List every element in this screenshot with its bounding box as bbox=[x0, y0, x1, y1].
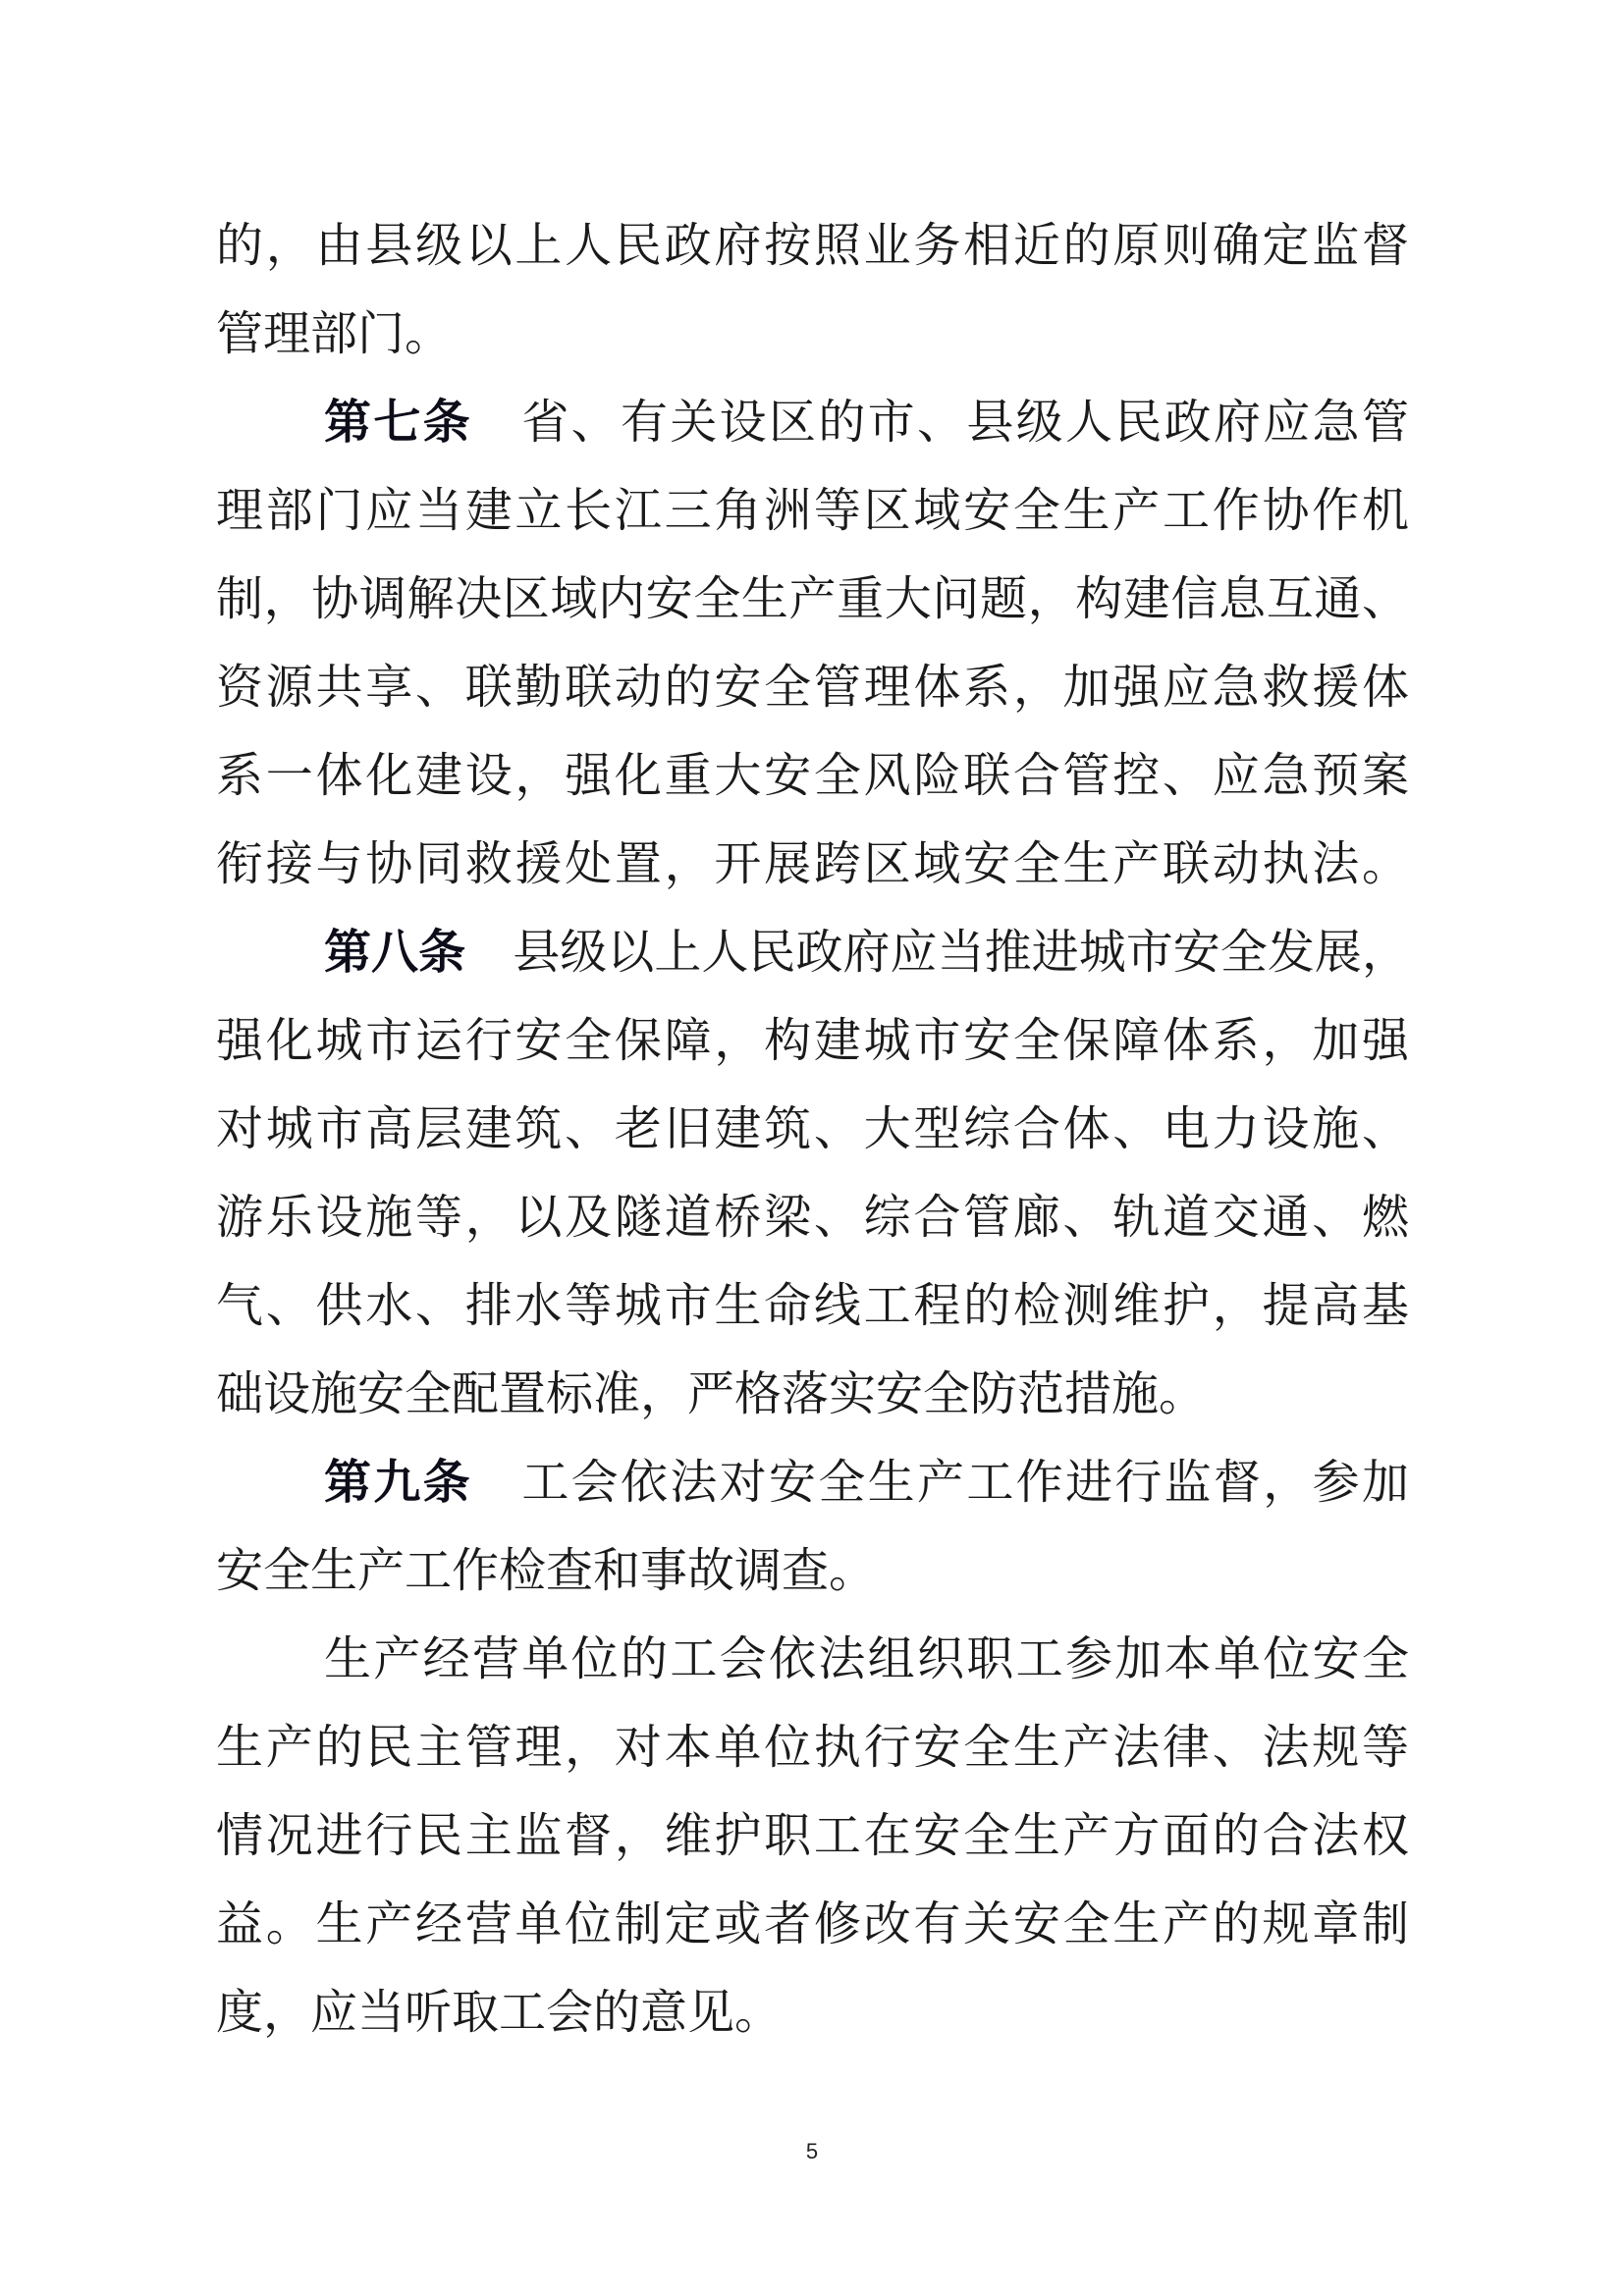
body-line: 游乐设施等，以及隧道桥梁、综合管廊、轨道交通、燃 bbox=[216, 1190, 1409, 1245]
body-line: 理部门应当建立长江三角洲等区域安全生产工作协作机 bbox=[216, 483, 1409, 538]
body-line: 的，由县级以上人民政府按照业务相近的原则确定监督 bbox=[216, 218, 1409, 273]
body-line: 度，应当听取工会的意见。 bbox=[216, 1985, 783, 2040]
body-line: 管理部门。 bbox=[216, 306, 453, 361]
body-line: 础设施安全配置标准，严格落实安全防范措施。 bbox=[216, 1366, 1207, 1421]
article-text: 县级以上人民政府应当推进城市安全发展， bbox=[513, 925, 1409, 980]
article-text: 工会依法对安全生产工作进行监督，参加 bbox=[521, 1455, 1409, 1510]
body-line: 益。生产经营单位制定或者修改有关安全生产的规章制 bbox=[216, 1896, 1409, 1951]
article-title: 第八条 bbox=[324, 925, 466, 980]
body-line: 衔接与协同救援处置，开展跨区域安全生产联动执法。 bbox=[216, 836, 1409, 891]
article-7-line bbox=[216, 393, 1409, 452]
article-text: 省、有关设区的市、县级人民政府应急管 bbox=[521, 395, 1409, 450]
body-line: 情况进行民主监督，维护职工在安全生产方面的合法权 bbox=[216, 1808, 1409, 1863]
article-9-line bbox=[216, 1453, 1409, 1512]
body-line: 气、供水、排水等城市生命线工程的检测维护，提高基 bbox=[216, 1278, 1409, 1333]
paragraph-line: 生产经营单位的工会依法组织职工参加本单位安全 bbox=[324, 1631, 1409, 1686]
body-line: 系一体化建设，强化重大安全风险联合管控、应急预案 bbox=[216, 748, 1409, 803]
body-line: 生产的民主管理，对本单位执行安全生产法律、法规等 bbox=[216, 1720, 1409, 1775]
page-number: 5 bbox=[805, 2139, 819, 2163]
body-line: 资源共享、联勤联动的安全管理体系，加强应急救援体 bbox=[216, 660, 1409, 715]
body-line: 对城市高层建筑、老旧建筑、大型综合体、电力设施、 bbox=[216, 1101, 1409, 1156]
body-line: 强化城市运行安全保障，构建城市安全保障体系，加强 bbox=[216, 1013, 1409, 1068]
body-line: 制，协调解决区域内安全生产重大问题，构建信息互通、 bbox=[216, 571, 1409, 626]
body-line: 安全生产工作检查和事故调查。 bbox=[216, 1543, 877, 1598]
article-title: 第七条 bbox=[324, 395, 472, 450]
article-8-line bbox=[216, 923, 1409, 982]
article-title: 第九条 bbox=[324, 1455, 472, 1510]
